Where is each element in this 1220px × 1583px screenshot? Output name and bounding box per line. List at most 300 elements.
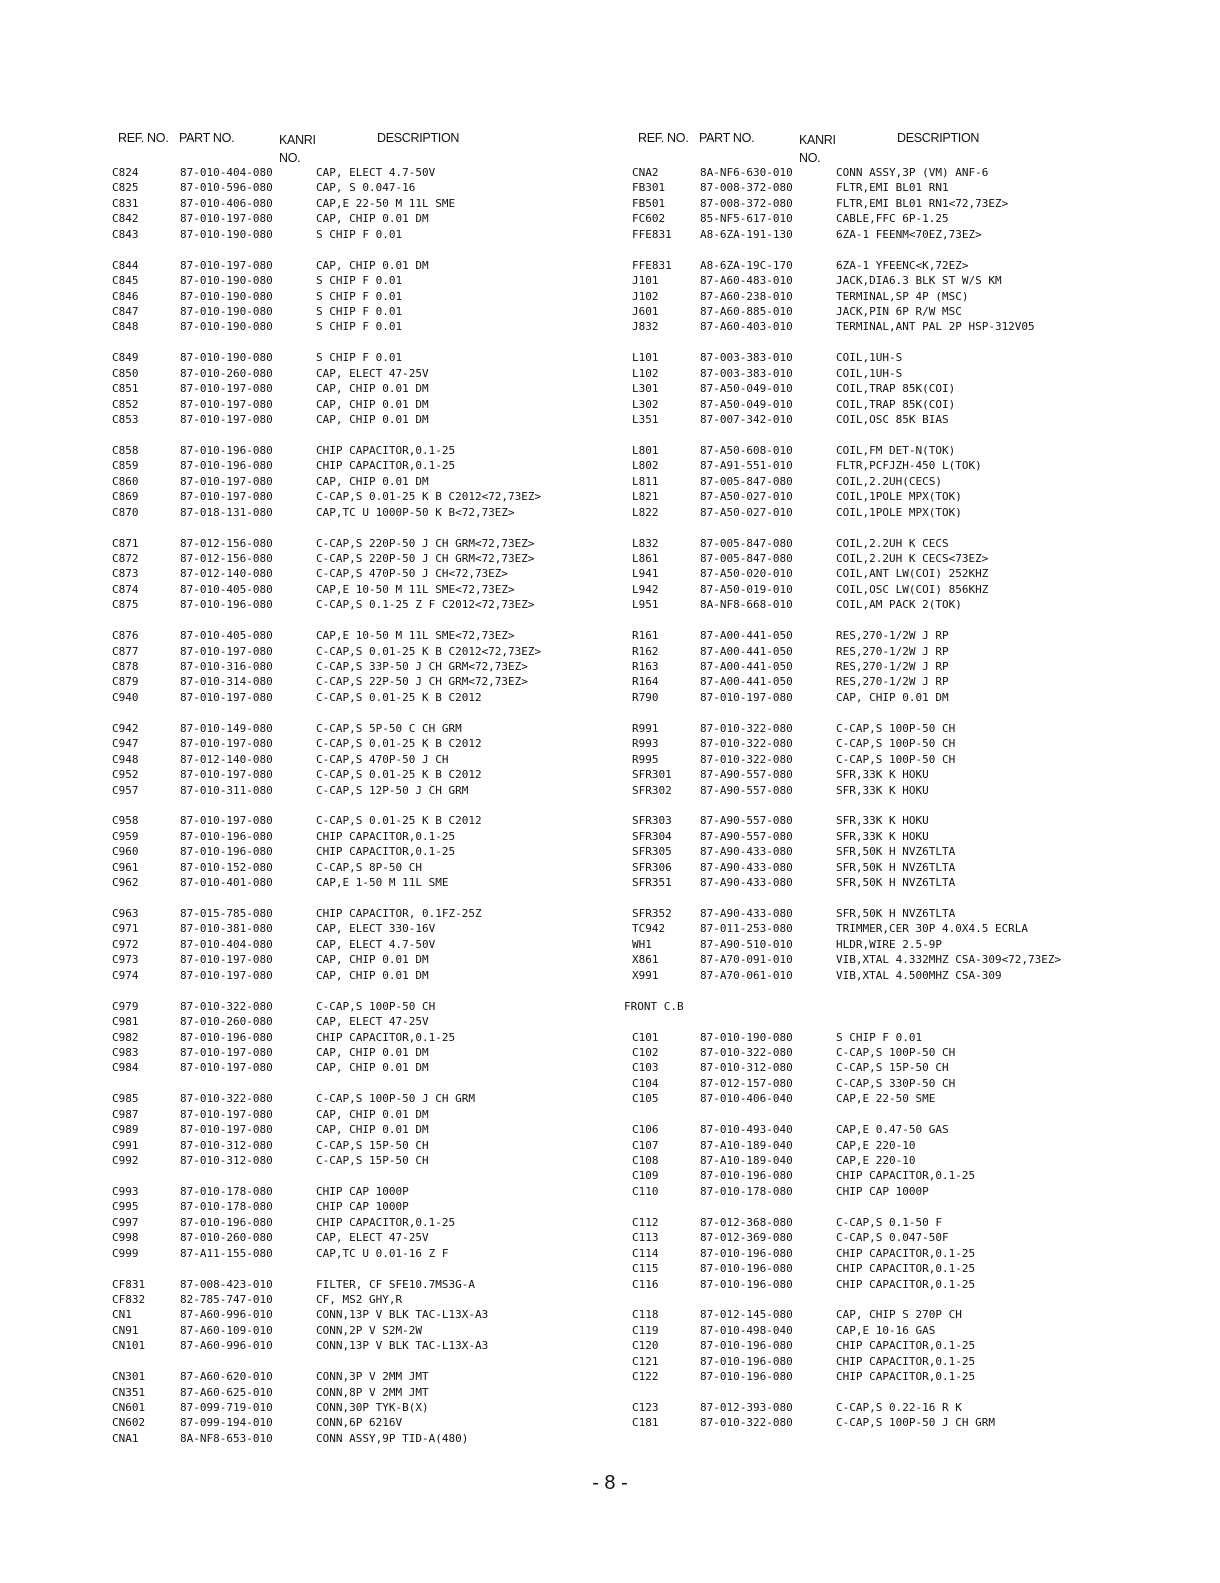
description-cell: S CHIP F 0.01 bbox=[316, 304, 403, 318]
description-cell: FILTER, CF SFE10.7MS3G-A bbox=[316, 1277, 475, 1291]
description-cell: CAP, CHIP 0.01 DM bbox=[836, 690, 949, 704]
part-no-cell: 87-A60-620-010 bbox=[180, 1370, 273, 1384]
part-no-cell: 87-010-197-080 bbox=[180, 690, 273, 704]
description-cell: SFR,50K H NVZ6TLTA bbox=[836, 907, 956, 920]
description-cell: S CHIP F 0.01 bbox=[316, 227, 403, 241]
description-cell: C-CAP,S 0.1-50 F bbox=[836, 1215, 942, 1229]
ref-no-cell: SFR304 bbox=[632, 829, 672, 843]
ref-no-cell: C122 bbox=[632, 1370, 659, 1384]
part-no-cell: 87-018-131-080 bbox=[180, 505, 273, 519]
ref-no-cell: R991 bbox=[632, 721, 659, 735]
ref-no-cell: C113 bbox=[632, 1231, 659, 1245]
description-cell: CAP, CHIP 0.01 DM bbox=[316, 474, 429, 488]
description-cell: CAP,E 0.47-50 GAS bbox=[836, 1123, 949, 1137]
ref-no-cell: CN1 bbox=[112, 1308, 132, 1322]
ref-no-cell: C871 bbox=[112, 536, 139, 550]
description-cell: COIL,FM DET-N(TOK) bbox=[836, 443, 956, 457]
ref-no-cell: C109 bbox=[632, 1169, 659, 1183]
part-no-cell: 87-010-149-080 bbox=[180, 721, 273, 735]
description-cell: CAP,E 10-16 GAS bbox=[836, 1323, 936, 1337]
page-number: - 8 - bbox=[592, 1472, 628, 1494]
table-row bbox=[112, 1138, 632, 1153]
table-row bbox=[112, 1338, 632, 1353]
part-no-cell: 87-A00-441-050 bbox=[700, 629, 793, 643]
ref-no-cell: R995 bbox=[632, 752, 659, 766]
description-cell: COIL,2.2UH(CECS) bbox=[836, 474, 942, 488]
description-cell: C-CAP,S 0.01-25 K B C2012 bbox=[316, 814, 482, 828]
ref-no-cell: C112 bbox=[632, 1215, 659, 1229]
part-no-cell: 87-A91-551-010 bbox=[700, 459, 793, 473]
ref-no-cell: C879 bbox=[112, 675, 139, 689]
description-cell: CAP, CHIP 0.01 DM bbox=[316, 1045, 429, 1059]
description-cell: CAP,E 220-10 bbox=[836, 1138, 916, 1152]
description-cell: SFR,33K K HOKU bbox=[836, 783, 929, 797]
ref-no-cell: TC942 bbox=[632, 922, 666, 936]
description-cell: C-CAP,S 0.22-16 R K bbox=[836, 1401, 962, 1414]
part-no-cell: 87-010-196-080 bbox=[180, 598, 273, 612]
part-no-cell: 8A-NF8-668-010 bbox=[700, 598, 793, 612]
ref-no-cell: C181 bbox=[632, 1416, 659, 1430]
header-kanri-label-right: KANRI bbox=[799, 133, 836, 147]
table-row bbox=[112, 860, 632, 875]
table-row bbox=[624, 1045, 1144, 1060]
part-no-cell: 87-010-197-080 bbox=[180, 413, 273, 426]
description-cell: CAP,E 10-50 M 11L SME<72,73EZ> bbox=[316, 582, 515, 596]
part-no-cell: 87-010-405-080 bbox=[180, 582, 273, 596]
table-row bbox=[624, 906, 1144, 921]
table-row bbox=[624, 350, 1144, 365]
part-no-cell: 87-015-785-080 bbox=[180, 907, 273, 920]
part-no-cell: 87-010-322-080 bbox=[700, 752, 793, 766]
description-cell: C-CAP,S 100P-50 CH bbox=[836, 1045, 956, 1059]
table-row bbox=[112, 906, 632, 921]
ref-no-cell: CNA2 bbox=[632, 166, 659, 179]
ref-no-cell: C878 bbox=[112, 660, 139, 673]
header-part-no-right: PART NO. bbox=[699, 131, 755, 145]
part-no-cell: 87-010-197-080 bbox=[180, 1061, 273, 1075]
ref-no-cell: C957 bbox=[112, 783, 139, 797]
description-cell: CONN ASSY,3P (VM) ANF-6 bbox=[836, 166, 989, 179]
ref-no-cell: L942 bbox=[632, 582, 659, 596]
ref-no-cell: C103 bbox=[632, 1061, 659, 1075]
part-no-cell: 87-A11-155-080 bbox=[180, 1246, 273, 1260]
part-no-cell: 87-099-719-010 bbox=[180, 1401, 273, 1414]
table-row bbox=[112, 1122, 632, 1137]
ref-no-cell: SFR301 bbox=[632, 768, 672, 782]
table-row bbox=[112, 196, 632, 211]
table-row bbox=[112, 844, 632, 859]
description-cell: CHIP CAPACITOR,0.1-25 bbox=[836, 1246, 976, 1260]
part-no-cell: 87-010-196-080 bbox=[700, 1262, 793, 1276]
ref-no-cell: C877 bbox=[112, 644, 139, 658]
description-cell: COIL,AM PACK 2(TOK) bbox=[836, 598, 962, 612]
description-cell: CAP,E 10-50 M 11L SME<72,73EZ> bbox=[316, 629, 515, 643]
table-row bbox=[112, 1045, 632, 1060]
description-cell: CAP, CHIP 0.01 DM bbox=[316, 397, 429, 411]
description-cell: CONN,6P 6216V bbox=[316, 1416, 403, 1430]
ref-no-cell: CN101 bbox=[112, 1339, 146, 1353]
table-row bbox=[112, 582, 632, 597]
table-row bbox=[112, 1060, 632, 1075]
ref-no-cell: C984 bbox=[112, 1061, 139, 1075]
table-row bbox=[112, 319, 632, 334]
header-kanri-right bbox=[799, 131, 836, 167]
ref-no-cell: SFR351 bbox=[632, 876, 672, 890]
part-no-cell: 87-008-372-080 bbox=[700, 196, 793, 210]
ref-no-cell: R993 bbox=[632, 737, 659, 751]
description-cell: FLTR,EMI BL01 RN1 bbox=[836, 181, 949, 195]
table-row bbox=[624, 1415, 1144, 1430]
part-no-cell: 87-010-196-080 bbox=[700, 1339, 793, 1353]
table-row bbox=[112, 1385, 632, 1400]
table-row bbox=[112, 659, 632, 674]
description-cell: C-CAP,S 330P-50 CH bbox=[836, 1076, 956, 1090]
ref-no-cell: C859 bbox=[112, 459, 139, 473]
part-no-cell: 87-010-197-080 bbox=[180, 397, 273, 411]
description-cell: CAP, CHIP S 270P CH bbox=[836, 1308, 962, 1322]
description-cell: CHIP CAPACITOR, 0.1FZ-25Z bbox=[316, 907, 482, 920]
table-row bbox=[624, 767, 1144, 782]
ref-no-cell: L801 bbox=[632, 443, 659, 457]
part-no-cell: 87-A90-433-080 bbox=[700, 845, 793, 859]
table-row bbox=[624, 844, 1144, 859]
part-no-cell: 87-010-197-080 bbox=[180, 644, 273, 658]
description-cell: CHIP CAPACITOR,0.1-25 bbox=[836, 1339, 976, 1353]
part-no-cell: 87-A60-109-010 bbox=[180, 1323, 273, 1337]
table-row bbox=[112, 875, 632, 890]
table-row bbox=[624, 921, 1144, 936]
description-cell: CAP,TC U 0.01-16 Z F bbox=[316, 1246, 449, 1260]
ref-no-cell: C849 bbox=[112, 351, 139, 365]
part-no-cell: 87-A70-091-010 bbox=[700, 953, 793, 967]
ref-no-cell: L302 bbox=[632, 397, 659, 411]
ref-no-cell: SFR305 bbox=[632, 845, 672, 859]
table-row bbox=[624, 1246, 1144, 1261]
table-row bbox=[112, 397, 632, 412]
description-cell: CAP, ELECT 47-25V bbox=[316, 1231, 429, 1245]
ref-no-cell: FB501 bbox=[632, 196, 666, 210]
part-no-cell: 87-010-197-080 bbox=[180, 814, 273, 828]
ref-no-cell: C952 bbox=[112, 768, 139, 782]
description-cell: SFR,50K H NVZ6TLTA bbox=[836, 876, 956, 890]
part-no-cell: 87-A60-996-010 bbox=[180, 1308, 273, 1322]
part-no-cell: 87-010-197-080 bbox=[180, 1107, 273, 1121]
ref-no-cell: C115 bbox=[632, 1262, 659, 1276]
description-cell: RES,270-1/2W J RP bbox=[836, 660, 949, 673]
ref-no-cell: C962 bbox=[112, 876, 139, 890]
group-spacer bbox=[624, 1199, 1144, 1214]
description-cell: CHIP CAPACITOR,0.1-25 bbox=[316, 1030, 456, 1044]
description-cell: JACK,PIN 6P R/W MSC bbox=[836, 304, 962, 318]
description-cell: CHIP CAPACITOR,0.1-25 bbox=[836, 1370, 976, 1384]
description-cell: COIL,2.2UH K CECS bbox=[836, 536, 949, 550]
description-cell: C-CAP,S 220P-50 J CH GRM<72,73EZ> bbox=[316, 536, 535, 550]
part-no-cell: 87-A90-557-080 bbox=[700, 768, 793, 782]
description-cell: CAP,E 22-50 SME bbox=[836, 1092, 936, 1106]
right-parts-table bbox=[624, 165, 1144, 1431]
part-no-cell: 87-A00-441-050 bbox=[700, 675, 793, 689]
part-no-cell: 87-010-152-080 bbox=[180, 860, 273, 874]
ref-no-cell: C874 bbox=[112, 582, 139, 596]
group-spacer bbox=[112, 520, 632, 535]
part-no-cell: 87-010-406-080 bbox=[180, 196, 273, 210]
ref-no-cell: C842 bbox=[112, 212, 139, 226]
table-row bbox=[624, 1307, 1144, 1322]
table-row bbox=[112, 829, 632, 844]
table-row bbox=[624, 536, 1144, 551]
part-no-cell: 87-012-368-080 bbox=[700, 1215, 793, 1229]
part-no-cell: 87-A90-557-080 bbox=[700, 829, 793, 843]
part-no-cell: 87-012-140-080 bbox=[180, 752, 273, 766]
ref-no-cell: X861 bbox=[632, 953, 659, 967]
ref-no-cell: C123 bbox=[632, 1401, 659, 1414]
part-no-cell: 87-010-322-080 bbox=[700, 737, 793, 751]
description-cell: FLTR,PCFJZH-450 L(TOK) bbox=[836, 459, 982, 473]
table-row bbox=[624, 1138, 1144, 1153]
table-row bbox=[624, 289, 1144, 304]
part-no-cell: 82-785-747-010 bbox=[180, 1292, 273, 1306]
table-row bbox=[112, 227, 632, 242]
description-cell: CHIP CAPACITOR,0.1-25 bbox=[316, 845, 456, 859]
description-cell: FLTR,EMI BL01 RN1<72,73EZ> bbox=[836, 196, 1009, 210]
table-row bbox=[624, 1277, 1144, 1292]
table-row bbox=[624, 304, 1144, 319]
ref-no-cell: C119 bbox=[632, 1323, 659, 1337]
description-cell: S CHIP F 0.01 bbox=[316, 320, 403, 334]
part-no-cell: 87-010-196-080 bbox=[700, 1370, 793, 1384]
description-cell: C-CAP,S 12P-50 J CH GRM bbox=[316, 783, 469, 797]
part-no-cell: 87-010-197-080 bbox=[180, 212, 273, 226]
table-row bbox=[112, 566, 632, 581]
table-row bbox=[112, 458, 632, 473]
part-no-cell: 87-010-312-080 bbox=[180, 1138, 273, 1152]
table-row bbox=[624, 937, 1144, 952]
table-row bbox=[112, 1107, 632, 1122]
part-no-cell: 87-010-322-080 bbox=[180, 999, 273, 1013]
part-no-cell: 87-A60-403-010 bbox=[700, 320, 793, 334]
ref-no-cell: CF831 bbox=[112, 1277, 146, 1291]
part-no-cell: 87-010-197-080 bbox=[180, 490, 273, 504]
ref-no-cell: CNA1 bbox=[112, 1431, 139, 1445]
table-row bbox=[112, 674, 632, 689]
description-cell: C-CAP,S 0.01-25 K B C2012 bbox=[316, 737, 482, 751]
part-no-cell: 87-010-196-080 bbox=[180, 1215, 273, 1229]
ref-no-cell: WH1 bbox=[632, 937, 652, 951]
table-row bbox=[112, 474, 632, 489]
table-row bbox=[624, 736, 1144, 751]
table-row bbox=[112, 1215, 632, 1230]
description-cell: C-CAP,S 100P-50 CH bbox=[836, 752, 956, 766]
part-no-cell: 87-A90-557-080 bbox=[700, 814, 793, 828]
ref-no-cell: C845 bbox=[112, 274, 139, 288]
ref-no-cell: C110 bbox=[632, 1184, 659, 1198]
table-row bbox=[112, 273, 632, 288]
part-no-cell: 87-A70-061-010 bbox=[700, 968, 793, 982]
part-no-cell: 87-010-178-080 bbox=[180, 1184, 273, 1198]
description-cell: TRIMMER,CER 30P 4.0X4.5 ECRLA bbox=[836, 922, 1029, 936]
group-spacer bbox=[112, 1261, 632, 1276]
table-row bbox=[112, 1277, 632, 1292]
part-no-cell: 87-010-404-080 bbox=[180, 166, 273, 179]
part-no-cell: 87-012-393-080 bbox=[700, 1401, 793, 1414]
ref-no-cell: C853 bbox=[112, 413, 139, 426]
ref-no-cell: C869 bbox=[112, 490, 139, 504]
ref-no-cell: C114 bbox=[632, 1246, 659, 1260]
part-no-cell: 87-010-381-080 bbox=[180, 922, 273, 936]
header-ref-no: REF. NO. bbox=[118, 131, 169, 145]
ref-no-cell: L811 bbox=[632, 474, 659, 488]
part-no-cell: 87-010-493-040 bbox=[700, 1123, 793, 1137]
ref-no-cell: C120 bbox=[632, 1339, 659, 1353]
ref-no-cell: FFE831 bbox=[632, 227, 672, 241]
table-row bbox=[624, 968, 1144, 983]
description-cell: CONN,3P V 2MM JMT bbox=[316, 1370, 429, 1384]
ref-no-cell: C940 bbox=[112, 690, 139, 704]
group-spacer bbox=[624, 705, 1144, 720]
group-spacer bbox=[112, 242, 632, 257]
ref-no-cell: C981 bbox=[112, 1015, 139, 1029]
description-cell: SFR,33K K HOKU bbox=[836, 829, 929, 843]
group-spacer bbox=[112, 427, 632, 442]
part-no-cell: 87-A50-608-010 bbox=[700, 443, 793, 457]
ref-no-cell: L941 bbox=[632, 567, 659, 581]
header-description-right: DESCRIPTION bbox=[897, 131, 980, 145]
part-no-cell: 87-010-178-080 bbox=[700, 1184, 793, 1198]
table-row bbox=[624, 1354, 1144, 1369]
ref-no-cell: C959 bbox=[112, 829, 139, 843]
table-row bbox=[112, 1307, 632, 1322]
ref-no-cell: SFR303 bbox=[632, 814, 672, 828]
ref-no-cell: R164 bbox=[632, 675, 659, 689]
description-cell: C-CAP,S 220P-50 J CH GRM<72,73EZ> bbox=[316, 551, 535, 565]
part-no-cell: 87-A90-433-080 bbox=[700, 860, 793, 874]
table-row bbox=[112, 180, 632, 195]
table-row bbox=[624, 813, 1144, 828]
part-no-cell: 87-005-847-080 bbox=[700, 474, 793, 488]
header-kanri-no: NO. bbox=[279, 151, 301, 165]
ref-no-cell: C104 bbox=[632, 1076, 659, 1090]
ref-no-cell: C997 bbox=[112, 1215, 139, 1229]
part-no-cell: 87-A90-510-010 bbox=[700, 937, 793, 951]
part-no-cell: 87-A50-027-010 bbox=[700, 490, 793, 504]
table-row bbox=[624, 258, 1144, 273]
table-row bbox=[624, 551, 1144, 566]
part-no-cell: 87-007-342-010 bbox=[700, 413, 793, 426]
description-cell: CHIP CAPACITOR,0.1-25 bbox=[316, 829, 456, 843]
ref-no-cell: J832 bbox=[632, 320, 659, 334]
ref-no-cell: C948 bbox=[112, 752, 139, 766]
part-no-cell: 87-010-322-080 bbox=[180, 1092, 273, 1106]
table-row bbox=[112, 412, 632, 427]
description-cell: C-CAP,S 0.01-25 K B C2012 bbox=[316, 690, 482, 704]
part-no-cell: 87-A60-625-010 bbox=[180, 1385, 273, 1399]
description-cell: C-CAP,S 100P-50 J CH GRM bbox=[316, 1092, 475, 1106]
group-spacer bbox=[624, 427, 1144, 442]
ref-no-cell: SFR306 bbox=[632, 860, 672, 874]
description-cell: RES,270-1/2W J RP bbox=[836, 629, 949, 643]
description-cell: COIL,OSC 85K BIAS bbox=[836, 413, 949, 426]
header-ref-no-right: REF. NO. bbox=[638, 131, 689, 145]
table-row bbox=[624, 1400, 1144, 1415]
table-row bbox=[112, 1246, 632, 1261]
table-row bbox=[112, 690, 632, 705]
ref-no-cell: L351 bbox=[632, 413, 659, 426]
ref-no-cell: C851 bbox=[112, 382, 139, 396]
table-row bbox=[624, 1323, 1144, 1338]
ref-no-cell: C973 bbox=[112, 953, 139, 967]
part-no-cell: 87-012-157-080 bbox=[700, 1076, 793, 1090]
description-cell: VIB,XTAL 4.332MHZ CSA-309<72,73EZ> bbox=[836, 953, 1062, 967]
ref-no-cell: C961 bbox=[112, 860, 139, 874]
ref-no-cell: C118 bbox=[632, 1308, 659, 1322]
ref-no-cell: C993 bbox=[112, 1184, 139, 1198]
ref-no-cell: CN351 bbox=[112, 1385, 146, 1399]
description-cell: CABLE,FFC 6P-1.25 bbox=[836, 212, 949, 226]
part-no-cell: 87-010-196-080 bbox=[180, 443, 273, 457]
description-cell: C-CAP,S 22P-50 J CH GRM<72,73EZ> bbox=[316, 675, 528, 689]
table-row bbox=[112, 1030, 632, 1045]
part-no-cell: 87-010-178-080 bbox=[180, 1200, 273, 1214]
ref-no-cell: L832 bbox=[632, 536, 659, 550]
table-row bbox=[112, 165, 632, 180]
table-row bbox=[112, 1400, 632, 1415]
part-no-cell: 87-010-322-080 bbox=[700, 721, 793, 735]
part-no-cell: 87-010-197-080 bbox=[180, 258, 273, 272]
ref-no-cell: C121 bbox=[632, 1354, 659, 1368]
part-no-cell: 87-010-405-080 bbox=[180, 629, 273, 643]
table-row bbox=[624, 196, 1144, 211]
ref-no-cell: C985 bbox=[112, 1092, 139, 1106]
group-spacer bbox=[112, 1168, 632, 1183]
description-cell: C-CAP,S 5P-50 C CH GRM bbox=[316, 721, 462, 735]
description-cell: CHIP CAP 1000P bbox=[836, 1184, 929, 1198]
table-row bbox=[112, 304, 632, 319]
description-cell: CAP, ELECT 47-25V bbox=[316, 366, 429, 380]
description-cell: VIB,XTAL 4.500MHZ CSA-309 bbox=[836, 968, 1002, 982]
part-no-cell: 87-005-847-080 bbox=[700, 536, 793, 550]
description-cell: RES,270-1/2W J RP bbox=[836, 675, 949, 689]
description-cell: C-CAP,S 15P-50 CH bbox=[316, 1154, 429, 1167]
table-row bbox=[624, 1060, 1144, 1075]
part-no-cell: 87-A00-441-050 bbox=[700, 644, 793, 658]
description-cell: C-CAP,S 15P-50 CH bbox=[836, 1061, 949, 1075]
group-spacer bbox=[624, 1014, 1144, 1029]
ref-no-cell: C870 bbox=[112, 505, 139, 519]
table-row bbox=[112, 1230, 632, 1245]
description-cell: HLDR,WIRE 2.5-9P bbox=[836, 937, 942, 951]
part-no-cell: 87-010-197-080 bbox=[180, 474, 273, 488]
description-cell: C-CAP,S 100P-50 J CH GRM bbox=[836, 1416, 995, 1430]
part-no-cell: 87-010-314-080 bbox=[180, 675, 273, 689]
part-no-cell: 87-012-369-080 bbox=[700, 1231, 793, 1245]
part-no-cell: 8A-NF8-653-010 bbox=[180, 1431, 273, 1445]
description-cell: CAP, CHIP 0.01 DM bbox=[316, 258, 429, 272]
table-row bbox=[112, 289, 632, 304]
table-row bbox=[624, 783, 1144, 798]
ref-no-cell: C848 bbox=[112, 320, 139, 334]
part-no-cell: 87-A10-189-040 bbox=[700, 1154, 793, 1167]
table-row bbox=[112, 350, 632, 365]
ref-no-cell: FB301 bbox=[632, 181, 666, 195]
ref-no-cell: C860 bbox=[112, 474, 139, 488]
table-row bbox=[624, 1091, 1144, 1106]
description-cell: CAP, ELECT 47-25V bbox=[316, 1015, 429, 1029]
part-no-cell: 87-A50-019-010 bbox=[700, 582, 793, 596]
description-cell: C-CAP,S 8P-50 CH bbox=[316, 860, 422, 874]
description-cell: CHIP CAP 1000P bbox=[316, 1184, 409, 1198]
table-row bbox=[112, 597, 632, 612]
part-no-cell: 85-NF5-617-010 bbox=[700, 212, 793, 226]
